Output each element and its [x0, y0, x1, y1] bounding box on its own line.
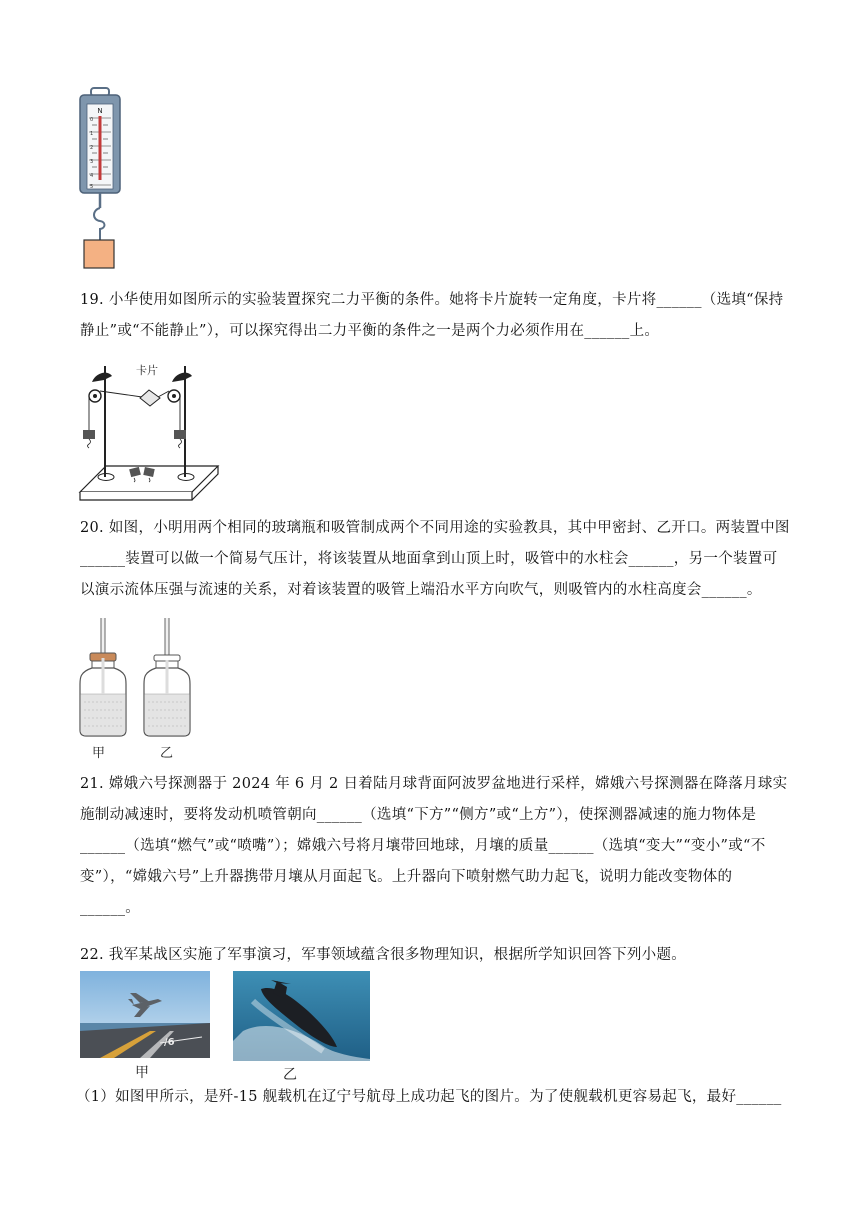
svg-text:2: 2: [90, 145, 94, 151]
scale-unit-label: N: [97, 107, 103, 115]
question-19-text: 19. 小华使用如图所示的实验装置探究二力平衡的条件。她将卡片旋转一定角度，卡片将______（选填“保持静止”或“不能静止”），可以探究得出二力平衡的条件之一是两个力必须作用在______上。: [80, 292, 784, 339]
svg-text:4: 4: [90, 173, 94, 179]
question-21-text: 21. 嫦娥六号探测器于 2024 年 6 月 2 日着陆月球背面阿波罗盆地进行采样，嫦娥六号探测器在降落月球实施制动减速时，要将发动机喷管朝向______（选填“下方”“侧方”或“上方”），使探测器减速的施力物体是______（选填“燃气”或“喷嘴”）；嫦娥六号将月壤带回地球，月壤的质量______（选填“变大”“变小”或“不变”），“嫦娥六号”上升器携带月壤从月面起飞。上升器向下喷射燃气助力起飞，说明力能改变物体的______。: [80, 776, 788, 916]
scale-hook: [94, 208, 105, 240]
left-weight: [83, 430, 95, 439]
svg-text:0: 0: [90, 117, 94, 123]
bottle-figure-jia: [78, 618, 128, 740]
photo-carrier-jet: [80, 971, 210, 1058]
hanging-weight: [84, 240, 114, 268]
question-20-text: 20. 如图，小明用两个相同的玻璃瓶和吸管制成两个不同用途的实验教具，其中甲密封、乙开口。两装置中图______装置可以做一个简易气压计，将该装置从地面拿到山顶上时，吸管中的水柱会______，另一个装置可以演示流体压强与流速的关系，对着该装置的吸管上端沿水平方向吹气，则吸管内的水柱高度会______。: [80, 520, 790, 598]
svg-text:/6: /6: [164, 1037, 175, 1048]
bottle-water: [81, 694, 126, 735]
svg-text:1: 1: [90, 131, 94, 137]
scale-indicator: [99, 116, 102, 180]
label-yi-q20: 乙: [160, 746, 174, 761]
two-force-balance-apparatus: [78, 358, 228, 504]
bottle-figure-yi: [142, 618, 192, 740]
question-22-text: 22. 我军某战区实施了军事演习，军事领域蕴含很多物理知识，根据所学知识回答下列小题。: [80, 947, 687, 963]
right-weight: [174, 430, 186, 439]
photo-submarine: [233, 971, 370, 1061]
bottle-water: [145, 694, 190, 735]
label-jia-q20: 甲: [92, 746, 106, 761]
label-jia-q22: 甲: [135, 1065, 149, 1081]
card: [140, 390, 160, 406]
label-yi-q22: 乙: [283, 1067, 297, 1083]
svg-text:3: 3: [90, 159, 94, 165]
spring-scale-figure: [70, 88, 130, 273]
card-label: 卡片: [136, 364, 158, 377]
svg-text:5: 5: [90, 184, 94, 190]
question-22-sub1-text: （1）如图甲所示，是歼-15 舰载机在辽宁号航母上成功起飞的图片。为了使舰载机更容易起飞，最好______: [76, 1089, 782, 1105]
